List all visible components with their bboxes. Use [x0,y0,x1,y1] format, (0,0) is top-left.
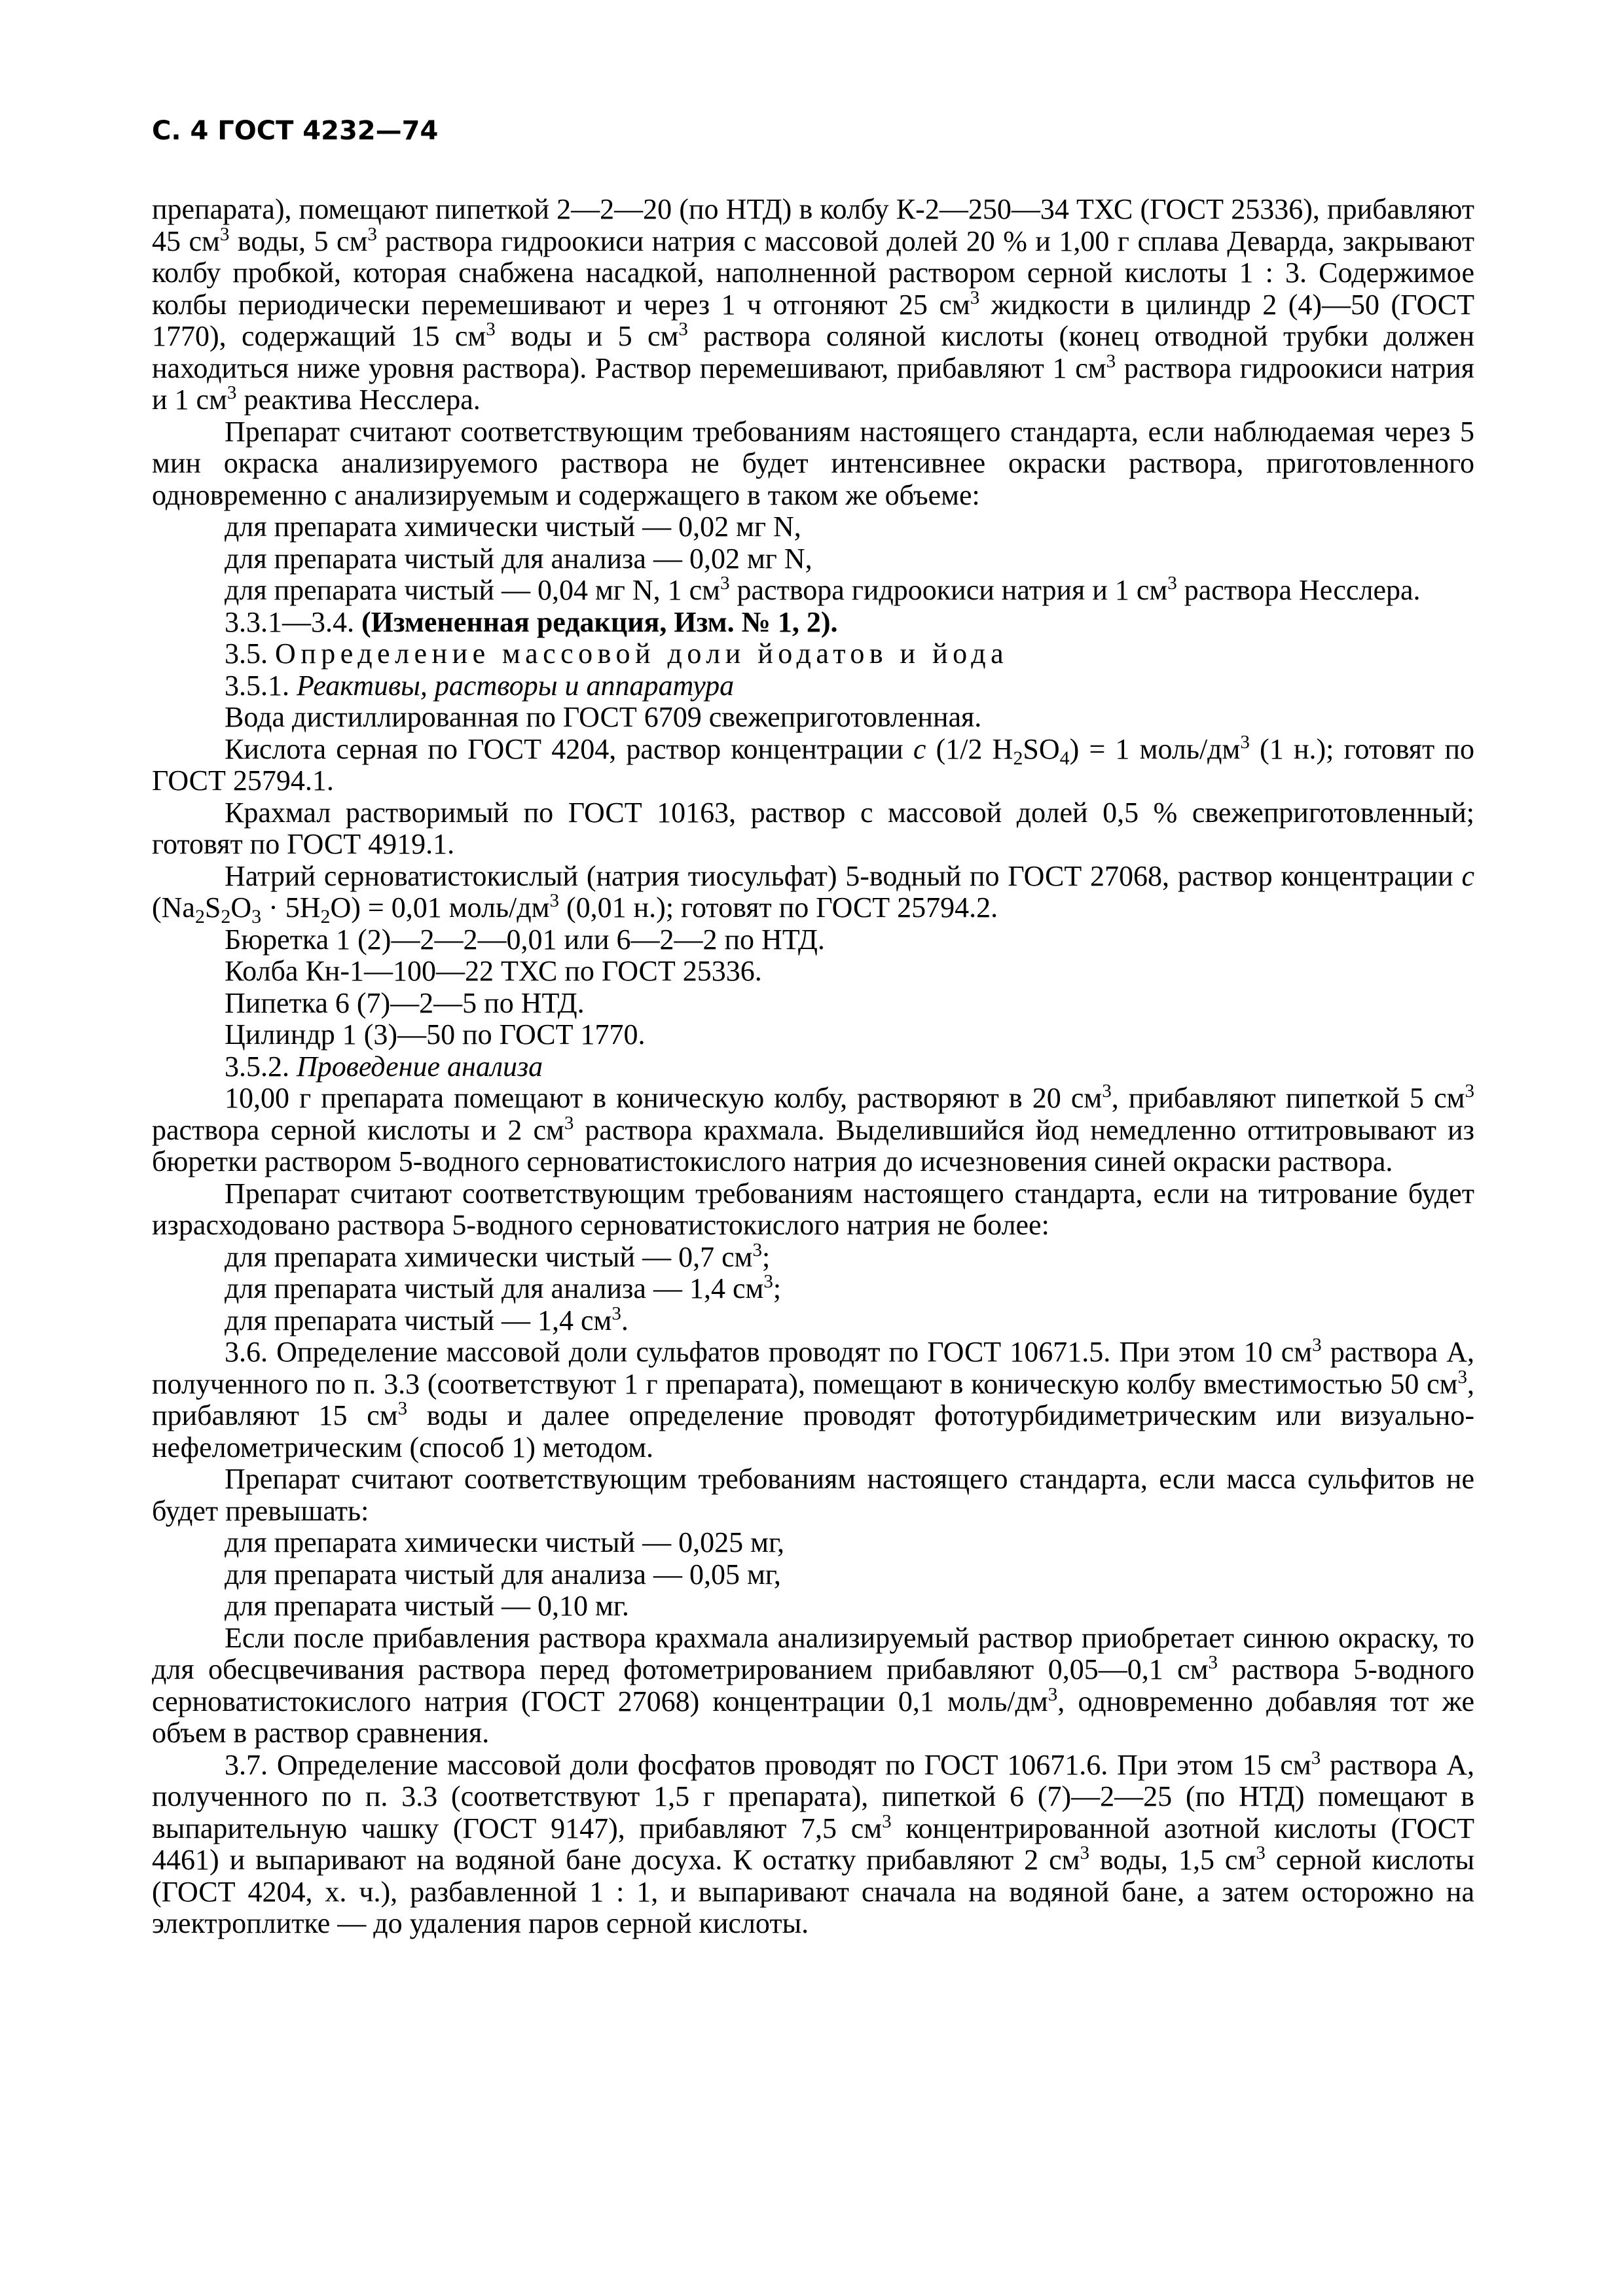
page-header [152,113,438,149]
reagent-item: Кислота серная по ГОСТ 4204, раствор концентрации c (1/2 $H_2SO_4) = 1$ моль/$дм^3$ (1 н.); готовят по ГОСТ 25794.1. [152,731,1475,797]
list-item-nitrate-limit: для препарата чистый — 0,04 мг N, 1 $см^3$ раствора гидроокиси натрия и 1 $см^3$ раствора Несслера. [225,573,1421,606]
list-item-iodate-limit: для препарата чистый — 1,4 $см^3$. [225,1302,629,1336]
list-item-sulfate-limit: для препарата химически чистый — 0,025 мг, [225,1526,785,1558]
reagent-item: Вода дистиллированная по ГОСТ 6709 свежеприготовленная. [225,701,982,733]
subsection-heading-3-5-2 [152,1051,1474,1083]
paragraph-iodate-procedure: 10,00 г препарата помещают в коническую колбу, растворяют в 20 $см^3$, прибавляют пипеткой 5 $см^3$ раствора серной кислоты и 2 $см^3$ раствора крахмала. Выделившийся йод немедленно оттитровывают из бюретки раствором 5-водного серноватистокислого натрия до исчезновения синей окраски раствора. [152,1081,1474,1177]
document-body [152,194,1474,1940]
reagent-item: Натрий серноватистокислый (натрия тиосульфат) 5-водный по ГОСТ 27068, раствор концентрации c $(Na_2S_2O_3 \cdot 5H_2O) = 0,01$ моль/$дм^3$ (0,01 н.); готовят по ГОСТ 25794.2. [152,859,1474,927]
reagent-item: Крахмал растворимый по ГОСТ 10163, раствор с массовой долей 0,5 % свежеприготовленный; готовят по ГОСТ 4919.1. [152,796,1474,860]
page-header-title: С. 4 ГОСТ 4232—74 [152,116,439,146]
list-item-iodate-limit: для препарата чистый для анализа — 1,4 $см^3$; [225,1271,782,1304]
amendment-text: (Измененная редакция, Изм. № 1, 2). [361,605,838,638]
section-heading-3-5 [152,638,1474,670]
apparatus-item: Бюретка 1 (2)—2—2—0,01 или 6—2—2 по НТД. [225,923,825,956]
subsection-title: Проведение анализа [297,1050,543,1083]
paragraph-sulfate-procedure: 3.6. Определение массовой доли сульфатов проводят по ГОСТ 10671.5. При этом 10 $см^3$ раствора А, полученного по п. 3.3 (соответствуют 1 г препарата), помещают в коническую колбу вместимостью 50 $см^3$, прибавляют 15 $см^3$ воды и далее определение проводят фототурбидиметрическим или визуально-нефелометрическим (способ 1) методом. [152,1335,1474,1463]
paragraph-phosphate-procedure: 3.7. Определение массовой доли фосфатов проводят по ГОСТ 10671.6. При этом 15 $см^3$ раствора А, полученного по п. 3.3 (соответствуют 1,5 г препарата), пипеткой 6 (7)—2—25 (по НТД) помещают в выпарительную чашку (ГОСТ 9147), прибавляют 7,5 $см^3$ концентрированной азотной кислоты (ГОСТ 4461) и выпаривают на водяной бане досуха. К остатку прибавляют 2 $см^3$ воды, 1,5 $см^3$ серной кислоты (ГОСТ 4204, х. ч.), разбавленной 1 : 1, и выпаривают сначала на водяной бане, а затем осторожно на электроплитке — до удаления паров серной кислоты. [152,1747,1475,1939]
apparatus-item: Колба Кн-1—100—22 ТХС по ГОСТ 25336. [225,955,762,987]
subsection-title: Реактивы, растворы и аппаратура [297,669,735,702]
paragraph-nitrate-criterion: Препарат считают соответствующим требованиям настоящего стандарта, если наблюдаемая через 5 мин окраска анализируемого раствора не будет интенсивнее окраски раствора, приготовленного одновременно с анализируемым и содержащего в таком же объеме: [152,415,1474,511]
list-item-nitrate-limit: для препарата чистый для анализа — 0,02 мг N, [225,542,812,575]
section-number: 3.5. [225,637,275,670]
list-item-nitrate-limit: для препарата химически чистый — 0,02 мг N, [225,511,801,543]
apparatus-item: Цилиндр 1 (3)—50 по ГОСТ 1770. [225,1018,646,1050]
amendment-note [152,607,1474,639]
list-item-sulfate-limit: для препарата чистый — 0,10 мг. [225,1590,629,1622]
paragraph-nitrate-procedure: препарата), помещают пипеткой 2—2—20 (по НТД) в колбу К-2—250—34 ТХС (ГОСТ 25336), прибавляют 45 $см^3$ воды, 5 $см^3$ раствора гидроокиси натрия с массовой долей 20 % и 1,00 г сплава Деварда, закрывают колбу пробкой, которая снабжена насадкой, наполненной раствором серной кислоты 1 : 3. Содержимое колбы периодически перемешивают и через 1 ч отгоняют 25 $см^3$ жидкости в цилиндр 2 (4)—50 (ГОСТ 1770), содержащий 15 $см^3$ воды и 5 $см^3$ раствора соляной кислоты (конец отводной трубки должен находиться ниже уровня раствора). Раствор перемешивают, прибавляют 1 $см^3$ раствора гидроокиси натрия и 1 $см^3$ реактива Несслера. [152,193,1475,416]
paragraph-sulfate-note: Если после прибавления раствора крахмала анализируемый раствор приобретает синюю окраску, то для обесцвечивания раствора перед фотометрированием прибавляют 0,05—0,1 $см^3$ раствора 5-водного серноватистокислого натрия (ГОСТ 27068) концентрации 0,1 моль/$дм^3$, одновременно добавляя тот же объем в раствор сравнения. [152,1621,1474,1749]
apparatus-item: Пипетка 6 (7)—2—5 по НТД. [225,986,585,1019]
paragraph-sulfate-criterion: Препарат считают соответствующим требованиям настоящего стандарта, если масса сульфитов не будет превышать: [152,1463,1474,1527]
list-item-sulfate-limit: для препарата чистый для анализа — 0,05 мг, [225,1558,781,1590]
list-item-iodate-limit: для препарата химически чистый — 0,7 $см^3$; [225,1239,771,1273]
amendment-clauses: 3.3.1—3.4. [225,605,361,638]
subsection-number: 3.5.2. [225,1050,297,1083]
subsection-heading-3-5-1 [152,670,1474,702]
paragraph-iodate-criterion: Препарат считают соответствующим требованиям настоящего стандарта, если на титрование будет израсходовано раствора 5-водного серноватистокислого натрия не более: [152,1177,1474,1241]
subsection-number: 3.5.1. [225,669,297,702]
section-title: Определение массовой доли йодатов и йода [275,637,1009,670]
